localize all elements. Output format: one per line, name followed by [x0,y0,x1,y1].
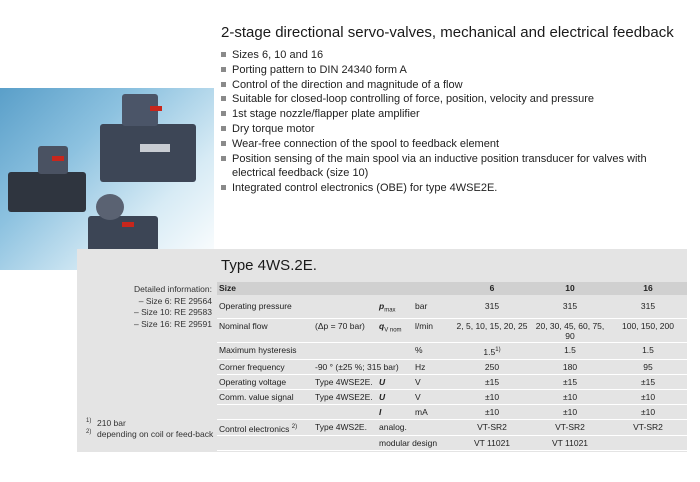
row-unit: bar [413,299,453,318]
row-label [217,436,313,451]
cell-size-16: ±15 [609,374,687,389]
row-label: Nominal flow [217,318,313,342]
table-row [217,359,687,374]
cell-size-16: ±10 [609,404,687,419]
table-row [217,299,687,318]
row-unit: % [413,342,453,359]
row-label: Control electronics $^{2)}$ [217,419,313,436]
row-unit: Hz [413,359,453,374]
cell-size-10: 1.5 [531,342,609,359]
feature-item: Sizes 6, 10 and 16 [220,48,660,63]
cell-size-10: VT-SR2 [531,419,609,436]
feature-item: Position sensing of the main spool via an inductive position transducer for valves with electrical feedback (size 10) [220,152,660,182]
feature-item: Wear-free connection of the spool to feedback element [220,137,660,152]
bullet-square-icon [221,96,226,101]
feature-item: Control of the direction and magnitude of a flow [220,78,660,93]
feature-item: Dry torque motor [220,122,660,137]
cell-size-16: ±10 [609,389,687,404]
cell-size-6: ±15 [453,374,531,389]
row-symbol: I [377,404,413,419]
bullet-square-icon [221,156,226,161]
header-size-6: 6 [453,282,531,295]
row-unit: V [413,374,453,389]
cell-size-6: VT 11021 [453,436,531,451]
row-condition [313,299,377,318]
row-symbol: $p_{max}$ [377,299,413,318]
row-condition: Type 4WS2E. [313,419,377,436]
cell-size-10: VT 11021 [531,436,609,451]
valve-image-size10 [100,124,196,182]
cell-size-10: ±15 [531,374,609,389]
table-row [217,419,687,436]
bullet-square-icon [221,111,226,116]
cell-size-6: 250 [453,359,531,374]
table-row [217,436,687,451]
feature-item: 1st stage nozzle/flapper plate amplifier [220,107,660,122]
bullet-square-icon [221,185,226,190]
feature-item: Porting pattern to DIN 24340 form A [220,63,660,78]
row-symbol [377,342,413,359]
cell-size-6: VT-SR2 [453,419,531,436]
row-condition: -90 ° (±25 %; 315 bar) [313,359,413,374]
feature-list [220,48,660,196]
detail-line: – Size 10: RE 29583 [134,307,212,317]
row-label: Maximum hysteresis [217,342,313,359]
cell-size-10: 20, 30, 45, 60, 75, 90 [531,318,609,342]
table-row [217,374,687,389]
page-title: 2-stage directional servo-valves, mechanical and electrical feedback [221,24,674,41]
feature-item: Integrated control electronics (OBE) for type 4WSE2E. [220,181,660,196]
table-row [217,389,687,404]
detail-line: – Size 16: RE 29591 [134,318,212,329]
row-label: Operating pressure [217,299,313,318]
row-symbol: U [377,374,413,389]
cell-size-16: 100, 150, 200 [609,318,687,342]
footnote: 2) depending on coil or feed-back [86,428,214,439]
cell-size-6: 2, 5, 10, 15, 20, 25 [453,318,531,342]
cell-size-16 [609,436,687,451]
row-unit: modular design [377,436,453,451]
row-condition [313,342,377,359]
cell-size-6: 315 [453,299,531,318]
spec-table [217,282,687,451]
cell-size-6: 1.5$^{1)}$ [453,342,531,359]
row-condition: Type 4WSE2E. [313,374,377,389]
bullet-square-icon [221,67,226,72]
row-condition: Type 4WSE2E. [313,389,377,404]
table-row [217,342,687,359]
feature-item: Suitable for closed-loop controlling of force, position, velocity and pressure [220,92,660,107]
cell-size-16: 1.5 [609,342,687,359]
cell-size-16: 95 [609,359,687,374]
row-label: Comm. value signal [217,389,313,404]
row-condition [313,436,377,451]
row-label: Corner frequency [217,359,313,374]
cell-size-6: ±10 [453,404,531,419]
bullet-square-icon [221,52,226,57]
row-unit: l/min [413,318,453,342]
row-symbol: U [377,389,413,404]
cell-size-10: ±10 [531,404,609,419]
cell-size-16: VT-SR2 [609,419,687,436]
detail-heading: Detailed information: [134,284,212,294]
row-label: Operating voltage [217,374,313,389]
row-label [217,404,313,419]
row-condition: (Δp = 70 bar) [313,318,377,342]
detailed-information [80,284,212,330]
header-label: Size [217,282,453,295]
detail-line: – Size 6: RE 29564 [138,295,212,306]
table-row [217,318,687,342]
footnote: 1) 210 bar [86,418,126,428]
row-unit: analog. [377,419,453,436]
cell-size-10: ±10 [531,389,609,404]
footnotes [86,418,214,439]
valve-image-size6 [8,172,86,212]
type-title: Type 4WS.2E. [221,257,317,274]
row-symbol: $q_{V nom}$ [377,318,413,342]
bullet-square-icon [221,82,226,87]
header-size-10: 10 [531,282,609,295]
cell-size-6: ±10 [453,389,531,404]
cell-size-10: 180 [531,359,609,374]
product-photo [0,88,214,270]
cell-size-16: 315 [609,299,687,318]
row-condition [313,404,377,419]
row-unit: V [413,389,453,404]
bullet-square-icon [221,126,226,131]
bullet-square-icon [221,141,226,146]
table-header-row [217,282,687,295]
row-unit: mA [413,404,453,419]
cell-size-10: 315 [531,299,609,318]
header-size-16: 16 [609,282,687,295]
table-row [217,404,687,419]
